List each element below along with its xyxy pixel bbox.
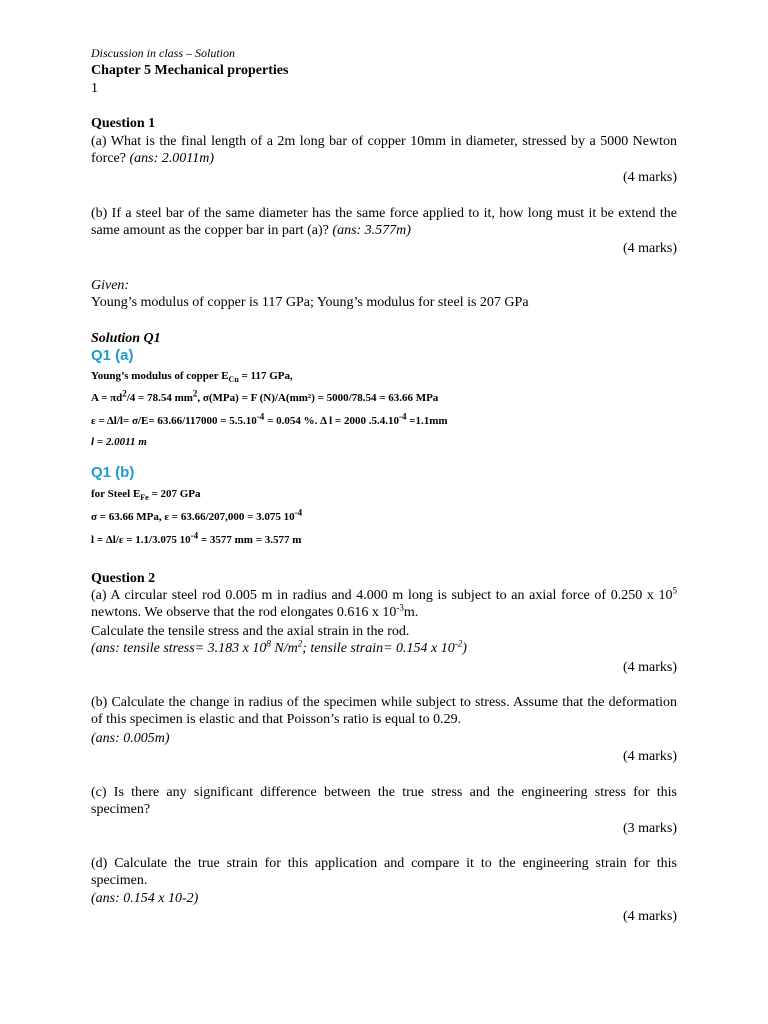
q2a-ans-sup3: -2 (454, 638, 463, 649)
given-text: Young’s modulus of copper is 117 GPa; Young’s modulus for steel is 207 GPa (91, 295, 529, 310)
q1b-l3-post: = 3577 mm = 3.577 m (198, 534, 302, 546)
q2a-ans-mid: N/m (270, 641, 298, 656)
q1a-l1-sub: Cu (228, 375, 239, 385)
question-1a-text (91, 133, 677, 167)
question-2d-answer: (ans: 0.154 x 10-2) (91, 891, 199, 906)
question-2-title: Question 2 (91, 571, 156, 586)
question-1-title: Question 1 (91, 116, 156, 131)
question-2b-text: (b) Calculate the change in radius of the specimen while subject to stress. Assume that the deformation of this specimen is elastic and that Poisson’s ratio is equal to 0.29. (91, 695, 677, 727)
question-1b-body: (b) If a steel bar of the same diameter has the same force applied to it, how long must it be extend the same amount as the copper bar in part (a)? (91, 206, 677, 238)
q2a-pre: (a) A circular steel rod 0.005 m in radius and 4.000 m long is subject to an axial force of 0.250 x 10 (91, 588, 673, 603)
question-1b-answer: (ans: 3.577m) (332, 223, 411, 238)
question-2b-answer: (ans: 0.005m) (91, 731, 170, 746)
solution-q1b-heading: Q1 (b) (91, 464, 135, 481)
question-2b-marks: (4 marks) (622, 749, 677, 764)
q1a-l2-sup: 2 (122, 388, 127, 399)
q1b-l1-sub: Fe (140, 493, 149, 503)
q2a-ans-mid2: ; tensile strain= 0.154 x 10 (302, 641, 455, 656)
q1b-l3-sup: -4 (190, 530, 199, 541)
q2a-ans-sup2: 2 (297, 638, 303, 649)
q1a-l2-sup2: 2 (192, 388, 198, 399)
solution-q1a-heading: Q1 (a) (91, 347, 134, 364)
q1a-l2-pre: A = πd (91, 392, 123, 404)
question-2c-text: (c) Is there any significant difference between the true stress and the engineering stress for this specimen? (91, 785, 677, 817)
q2a-sup2: -3 (396, 602, 404, 613)
question-1b-text (91, 205, 677, 239)
solution-q1-title: Solution Q1 (91, 331, 161, 346)
question-2d-text: (d) Calculate the true strain for this application and compare it to the engineering strain for this specimen. (91, 856, 677, 888)
given-label: Given: (91, 278, 130, 293)
q2a-mid: newtons. We observe that the rod elongates 0.616 x 10 (91, 605, 397, 620)
q1b-l2-pre: σ = 63.66 MPa, ε = 63.66/207,000 = 3.075 10 (91, 511, 295, 523)
q1a-l3-sup2: -4 (398, 411, 407, 422)
chapter-title: Chapter 5 Mechanical properties (91, 63, 289, 78)
question-2a-line-2: Calculate the tensile stress and the axial strain in the rod. (91, 624, 410, 639)
solution-q1b-line-3 (91, 530, 677, 547)
q1b-l3-pre: l = Δl/ε = 1.1/3.075 10 (91, 534, 191, 546)
question-1a-answer: (ans: 2.0011m) (129, 151, 214, 166)
q1a-l2-mid: /4 = 78.54 mm (126, 392, 193, 404)
q2a-ans-post: ) (462, 641, 467, 656)
solution-q1b-line-1 (91, 487, 677, 505)
q1a-l2-post: , σ(MPa) = F (N)/A(mm²) = 5000/78.54 = 63.66 MPa (197, 392, 439, 404)
q2a-sup1: 5 (672, 585, 677, 596)
q1b-l1-post: = 207 GPa (148, 488, 201, 500)
q1b-l1-pre: for Steel E (91, 488, 141, 500)
q1b-l2-sup: -4 (294, 507, 303, 518)
q1a-l3-post: =1.1mm (406, 415, 448, 427)
q1a-l1-post: = 117 GPa, (238, 370, 293, 382)
q2a-ans-sup1: 8 (266, 638, 271, 649)
question-2a-marks: (4 marks) (622, 660, 677, 675)
q2a-post: m. (403, 605, 419, 620)
q1a-l3-mid: = 0.054 %. Δ l = 2000 .5.4.10 (264, 415, 399, 427)
solution-q1a-line-4: l = 2.0011 m (91, 436, 147, 448)
question-2d-marks: (4 marks) (622, 909, 677, 924)
page-number: 1 (91, 81, 98, 96)
question-2a-text (91, 587, 677, 621)
question-1b-marks: (4 marks) (622, 241, 677, 256)
q1a-l1-pre: Young’s modulus of copper E (91, 370, 229, 382)
solution-q1a-line-1 (91, 369, 677, 387)
solution-q1b-line-2 (91, 507, 677, 524)
solution-q1a-line-3 (91, 411, 677, 428)
question-2a-answer (91, 640, 677, 657)
solution-q1a-line-2 (91, 388, 677, 405)
q2a-ans-pre: (ans: tensile stress= 3.183 x 10 (91, 641, 267, 656)
question-2c-marks: (3 marks) (622, 821, 677, 836)
q1a-l3-pre: ε = Δl/l= σ/E= 63.66/117000 = 5.5.10 (91, 415, 257, 427)
question-1a-body: (a) What is the final length of a 2m long bar of copper 10mm in diameter, stressed by a 5000 Newton force? (91, 134, 677, 166)
q1a-l3-sup: -4 (256, 411, 265, 422)
doc-subtitle: Discussion in class – Solution (91, 46, 236, 60)
question-1a-marks: (4 marks) (622, 170, 677, 185)
